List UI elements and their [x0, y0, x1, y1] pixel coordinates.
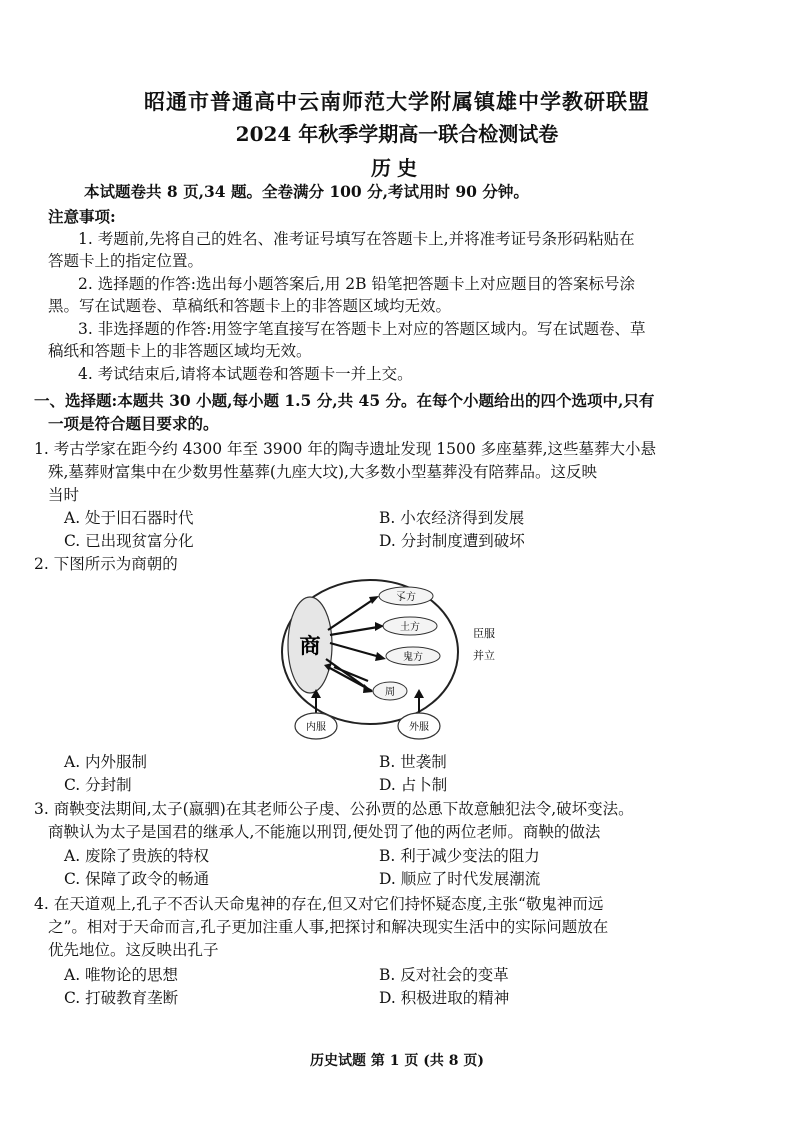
side-label-submit: 臣服	[473, 627, 495, 640]
q4-option-a: A. 唯物论的思想	[64, 966, 179, 984]
fangguo-label-1: 孓方	[396, 592, 416, 603]
note-1-line-2: 答题卡上的指定位置。	[48, 252, 204, 270]
q2-option-b: B. 世袭制	[379, 753, 447, 771]
page-footer: 历史试题 第 1 页 (共 8 页)	[310, 1053, 484, 1069]
note-4: 4. 考试结束后,请将本试题卷和答题卡一并上交。	[78, 365, 413, 383]
q1-stem-line-3: 当时	[48, 486, 80, 504]
inner-service-label: 内服	[306, 722, 326, 733]
q4-stem-line-3: 优先地位。这反映出孔子	[48, 941, 219, 959]
q3-stem-line-1: 3. 商鞅变法期间,太子(嬴驷)在其老师公子虔、公孙贾的怂恿下故意触犯法令,破坏变法。	[34, 800, 634, 818]
q2-stem: 2. 下图所示为商朝的	[34, 555, 178, 573]
side-label-coexist: 并立	[473, 649, 495, 662]
q2-option-a: A. 内外服制	[64, 753, 148, 771]
fangguo-label-2: 土方	[400, 622, 420, 633]
q1-stem-line-2: 殊,墓葬财富集中在少数男性墓葬(九座大坟),大多数小型墓葬没有陪葬品。这反映	[48, 463, 597, 481]
q1-option-b: B. 小农经济得到发展	[379, 509, 525, 527]
note-2-line-1: 2. 选择题的作答:选出每小题答案后,用 2B 铅笔把答题卡上对应题目的答案标号涂	[78, 275, 635, 293]
q1-stem-line-1: 1. 考古学家在距今约 4300 年至 3900 年的陶寺遗址发现 1500 多座墓葬,这些墓葬大小悬	[34, 440, 657, 458]
fangguo-label-3: 鬼方	[403, 652, 423, 663]
q1-option-d: D. 分封制度遭到破坏	[379, 532, 525, 550]
arrows	[326, 599, 380, 691]
outer-arrow-head	[414, 689, 424, 698]
q3-option-b: B. 利于减少变法的阻力	[379, 847, 540, 865]
notes-heading: 注意事项:	[48, 207, 116, 226]
note-2-line-2: 黑。写在试题卷、草稿纸和答题卡上的非答题区域均无效。	[48, 297, 452, 315]
q2-option-d: D. 占卜制	[379, 776, 448, 794]
shang-label: 商	[299, 634, 321, 658]
note-3-line-2: 稿纸和答题卡上的非答题区域均无效。	[48, 342, 312, 360]
q4-option-d: D. 积极进取的精神	[379, 989, 510, 1007]
q4-stem-line-2: 之”。相对于天命而言,孔子更加注重人事,把探讨和解决现实生活中的实际问题放在	[48, 918, 609, 936]
section-heading-line-2: 一项是符合题目要求的。	[48, 414, 219, 433]
outer-service-label: 外服	[409, 722, 429, 733]
school-title: 昭通市普通高中云南师范大学附属镇雄中学教研联盟	[144, 89, 650, 114]
q3-option-c: C. 保障了政令的畅通	[64, 870, 210, 888]
q2-option-c: C. 分封制	[64, 776, 132, 794]
shang-inner-outer-diagram	[268, 575, 518, 741]
q1-option-c: C. 已出现贫富分化	[64, 532, 194, 550]
exam-title: 2024 年秋季学期高一联合检测试卷	[235, 122, 559, 146]
q3-option-d: D. 顺应了时代发展潮流	[379, 870, 541, 888]
note-1-line-1: 1. 考题前,先将自己的姓名、准考证号填写在答题卡上,并将准考证号条形码粘贴在	[78, 230, 635, 248]
q4-stem-line-1: 4. 在天道观上,孔子不否认天命鬼神的存在,但又对它们持怀疑态度,主张“敬鬼神而远	[34, 895, 604, 913]
note-3-line-1: 3. 非选择题的作答:用签字笔直接写在答题卡上对应的答题区域内。写在试题卷、草	[78, 320, 646, 338]
intro-text: 本试题卷共 8 页,34 题。全卷满分 100 分,考试用时 90 分钟。	[84, 182, 529, 201]
subject-title: 历史	[371, 156, 423, 180]
q3-stem-line-2: 商鞅认为太子是国君的继承人,不能施以刑罚,便处罚了他的两位老师。商鞅的做法	[48, 823, 601, 841]
section-heading-line-1: 一、选择题:本题共 30 小题,每小题 1.5 分,共 45 分。在每个小题给出的四个选项中,只有	[34, 391, 655, 410]
zhou-label: 周	[385, 687, 395, 698]
q3-option-a: A. 废除了贵族的特权	[64, 847, 210, 865]
q4-option-b: B. 反对社会的变革	[379, 966, 509, 984]
q4-option-c: C. 打破教育垄断	[64, 989, 179, 1007]
q1-option-a: A. 处于旧石器时代	[64, 509, 194, 527]
